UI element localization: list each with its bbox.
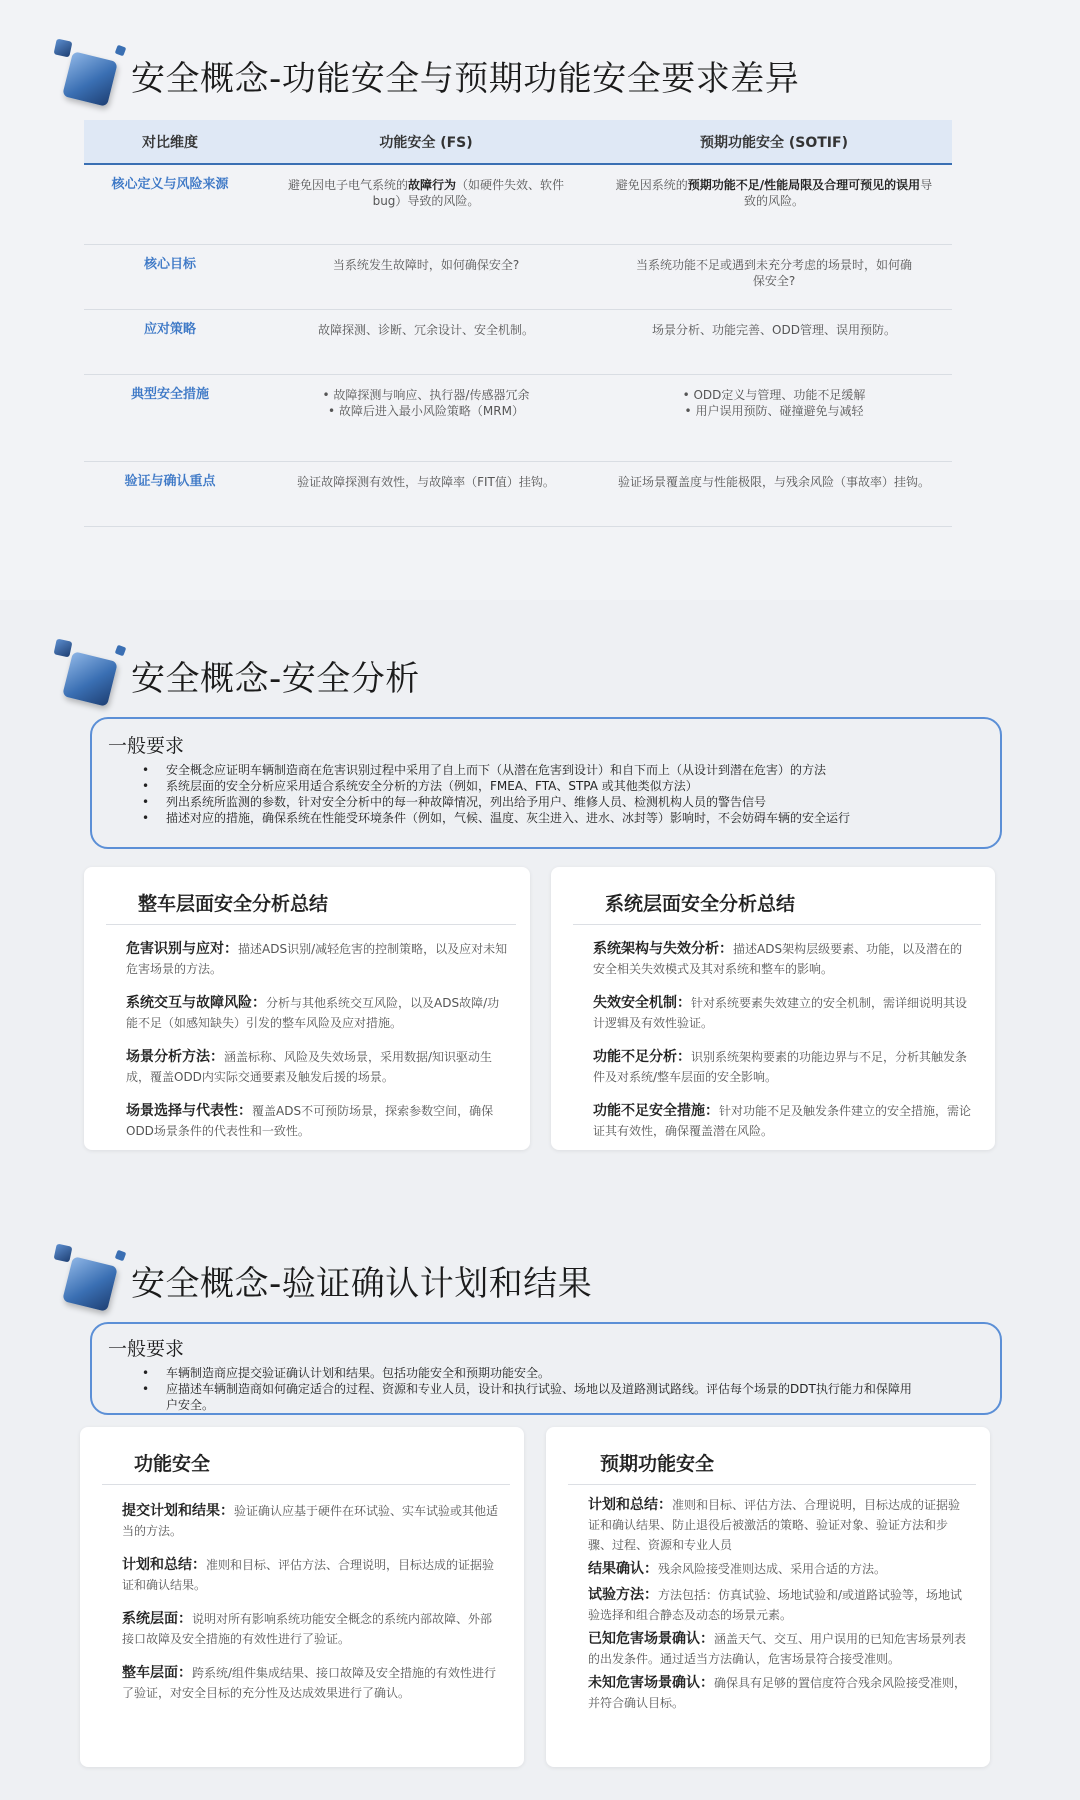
- fs-cell: 当系统发生故障时，如何确保安全?: [256, 244, 596, 309]
- fs-cell: 故障探测、诊断、冗余设计、安全机制。: [256, 309, 596, 374]
- section-header: [55, 1245, 592, 1315]
- sotif-cell: 验证场景覆盖度与性能极限，与残余风险（事故率）挂钩。: [596, 461, 952, 526]
- list-item: 计划和总结：准则和目标、评估方法、合理说明，目标达成的证据验证和确认结果。: [122, 1557, 495, 1592]
- section-title: 安全概念-验证确认计划和结果: [131, 1263, 593, 1304]
- table-row: [84, 461, 952, 526]
- column-header: 对比维度: [84, 120, 256, 164]
- row-dimension: 核心定义与风险来源: [84, 164, 256, 244]
- sotif-card: [546, 1427, 990, 1767]
- requirements-title: 一般要求: [108, 1338, 185, 1360]
- list-item: • ODD定义与管理、功能不足缓解: [596, 387, 952, 403]
- list-item: 系统架构与失效分析：描述ADS架构层级要素、功能，以及潜在的安全相关失效模式及其对系统和整车的影响。: [593, 941, 963, 976]
- list-item: • 应描述车辆制造商如何确定适合的过程、资源和专业人员，设计和执行试验、场地以及道路测试路线。评估每个场景的DDT执行能力和保障用户安全。: [142, 1381, 920, 1413]
- column-header: 功能安全 (FS): [256, 120, 596, 164]
- slide-verification-validation: [0, 1205, 1080, 1800]
- table-row: [84, 374, 952, 461]
- fs-measure-list: [256, 387, 596, 419]
- section-header: [55, 40, 799, 110]
- list-item: • 故障后进入最小风险策略（MRM）: [256, 403, 596, 419]
- slide-fs-sotif-comparison: [0, 0, 1080, 600]
- list-item: 系统交互与故障风险：分析与其他系统交互风险，以及ADS故障/功能不足（如感知缺失）引发的整车风险及应对措施。: [126, 995, 500, 1030]
- card-title: 预期功能安全: [600, 1453, 715, 1475]
- list-item: • 系统层面的安全分析应采用适合系统安全分析的方法（例如，FMEA、FTA、STPA 或其他类似方法）: [142, 778, 1000, 794]
- list-item: 整车层面：跨系统/组件集成结果、接口故障及安全措施的有效性进行了验证，对安全目标的充分性及达成效果进行了确认。: [122, 1665, 497, 1700]
- general-requirements-box: [90, 717, 1002, 849]
- card-title: 整车层面安全分析总结: [138, 893, 329, 915]
- column-header: 预期功能安全 (SOTIF): [596, 120, 952, 164]
- slide-safety-analysis: [0, 610, 1080, 1170]
- row-dimension: 应对策略: [84, 309, 256, 374]
- comparison-table: [84, 120, 952, 527]
- general-requirements-box: [90, 1322, 1002, 1415]
- card-title: 系统层面安全分析总结: [605, 893, 796, 915]
- sotif-cell: [596, 374, 952, 461]
- list-item: • 安全概念应证明车辆制造商在危害识别过程中采用了自上而下（从潜在危害到设计）和自下而上（从设计到潜在危害）的方法: [142, 762, 1000, 778]
- table-row: [84, 244, 952, 309]
- divider: [106, 924, 516, 925]
- list-item: 试验方法：方法包括：仿真试验、场地试验和/或道路试验等，场地试验选择和组合静态及动态的场景元素。: [588, 1587, 963, 1622]
- requirements-list: [142, 1365, 920, 1413]
- fs-cell: [256, 374, 596, 461]
- sotif-cell: 场景分析、功能完善、ODD管理、误用预防。: [596, 309, 952, 374]
- divider: [568, 1484, 976, 1485]
- table-row: [84, 309, 952, 374]
- cube-logo-icon: [55, 640, 125, 710]
- divider: [573, 924, 981, 925]
- fs-cell: 验证故障探测有效性，与故障率（FIT值）挂钩。: [256, 461, 596, 526]
- row-dimension: 验证与确认重点: [84, 461, 256, 526]
- list-item: • 用户误用预防、碰撞避免与减轻: [596, 403, 952, 419]
- list-item: • 故障探测与响应、执行器/传感器冗余: [256, 387, 596, 403]
- system-level-analysis-card: [551, 867, 995, 1150]
- row-dimension: 典型安全措施: [84, 374, 256, 461]
- card-title: 功能安全: [134, 1453, 211, 1475]
- list-item: • 描述对应的措施，确保系统在性能受环境条件（例如，气候、温度、灰尘进入、进水、冰封等）影响时，不会妨碍车辆的安全运行: [142, 810, 1000, 826]
- list-item: 场景选择与代表性：覆盖ADS不可预防场景，探索参数空间，确保ODD场景条件的代表性和一致性。: [126, 1103, 494, 1138]
- requirements-title: 一般要求: [108, 735, 185, 757]
- section-title: 安全概念-安全分析: [131, 658, 420, 699]
- list-item: 计划和总结：准则和目标、评估方法、合理说明，目标达成的证据验证和确认结果、防止退役后被激活的策略、验证对象、验证方法和步骤、过程、资源和专业人员: [588, 1497, 961, 1552]
- table-row: [84, 164, 952, 244]
- section-header: [55, 640, 420, 710]
- list-item: 已知危害场景确认：涵盖天气、交互、用户误用的已知危害场景列表的出发条件。通过适当方法确认，危害场景符合接受准则。: [588, 1631, 967, 1666]
- row-dimension: 核心目标: [84, 244, 256, 309]
- functional-safety-card: [80, 1427, 524, 1767]
- list-item: 场景分析方法：涵盖标称、风险及失效场景，采用数据/知识驱动生成，覆盖ODD内实际交通要素及触发后援的场景。: [126, 1049, 493, 1084]
- cube-logo-icon: [55, 1245, 125, 1315]
- list-item: 失效安全机制：针对系统要素失效建立的安全机制，需详细说明其设计逻辑及有效性验证。: [593, 995, 968, 1030]
- table-header-row: [84, 120, 952, 164]
- sotif-measure-list: [596, 387, 952, 419]
- list-item: 危害识别与应对：描述ADS识别/减轻危害的控制策略，以及应对未知危害场景的方法。: [126, 941, 508, 976]
- requirements-list: [142, 762, 1000, 826]
- vehicle-level-analysis-card: [84, 867, 530, 1150]
- section-title: 安全概念-功能安全与预期功能安全要求差异: [131, 58, 800, 99]
- list-item: • 列出系统所监测的参数，针对安全分析中的每一种故障情况，列出给予用户、维修人员、检测机构人员的警告信号: [142, 794, 1000, 810]
- list-item: 提交计划和结果：验证确认应基于硬件在环试验、实车试验或其他适当的方法。: [122, 1503, 499, 1538]
- list-item: • 车辆制造商应提交验证确认计划和结果。包括功能安全和预期功能安全。: [142, 1365, 920, 1381]
- list-item: 系统层面：说明对所有影响系统功能安全概念的系统内部故障、外部接口故障及安全措施的有效性进行了验证。: [122, 1611, 493, 1646]
- sotif-cell: 当系统功能不足或遇到未充分考虑的场景时，如何确保安全?: [596, 244, 952, 309]
- divider: [102, 1484, 510, 1485]
- list-item: 功能不足安全措施：针对功能不足及触发条件建立的安全措施，需论证其有效性，确保覆盖潜在风险。: [593, 1103, 972, 1138]
- list-item: 结果确认：残余风险接受准则达成、采用合适的方法。: [588, 1561, 887, 1577]
- cube-logo-icon: [55, 40, 125, 110]
- list-item: 功能不足分析：识别系统架构要素的功能边界与不足，分析其触发条件及对系统/整车层面的安全影响。: [593, 1049, 968, 1084]
- sotif-cell: 避免因系统的预期功能不足/性能局限及合理可预见的误用导致的风险。: [596, 164, 952, 244]
- fs-cell: 避免因电子电气系统的故障行为（如硬件失效、软件bug）导致的风险。: [256, 164, 596, 244]
- list-item: 未知危害场景确认：确保具有足够的置信度符合残余风险接受准则，并符合确认目标。: [588, 1675, 967, 1710]
